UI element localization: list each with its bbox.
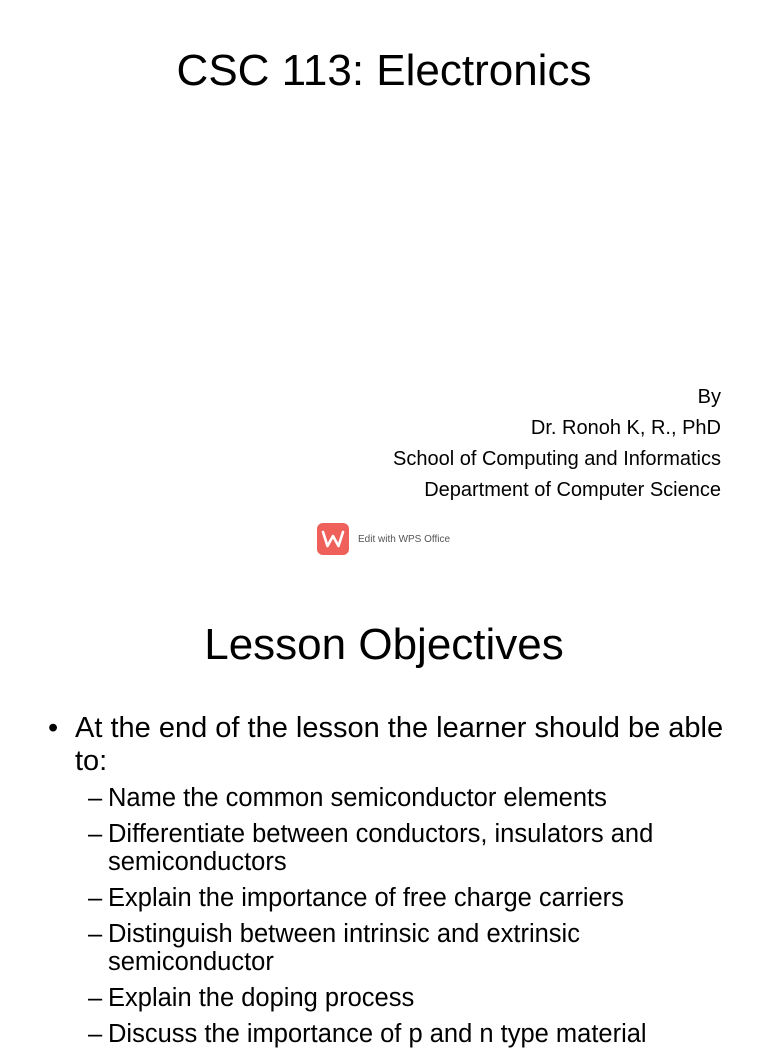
objective-item-text: Discuss the importance of p and n type material — [108, 1020, 647, 1048]
objective-item — [88, 920, 738, 976]
dash-marker: – — [88, 820, 103, 848]
objective-item-text: Explain the importance of free charge carriers — [108, 884, 624, 912]
objective-item — [88, 784, 738, 812]
byline-department: Department of Computer Science — [424, 479, 721, 501]
objectives-list — [48, 712, 738, 1056]
objective-item — [88, 1020, 738, 1048]
main-bullet-text: At the end of the lesson the learner should be able to: — [75, 712, 724, 777]
objective-item-text: Name the common semiconductor elements — [108, 784, 607, 812]
slide-title-heading: CSC 113: Electronics — [176, 46, 592, 95]
objective-item-text: Distinguish between intrinsic and extrinsic semiconductor — [108, 920, 580, 976]
bullet-marker: • — [48, 712, 59, 744]
main-bullet — [48, 712, 738, 778]
wps-watermark[interactable] — [317, 523, 450, 555]
author-byline — [393, 382, 721, 506]
objectives-sublist — [48, 784, 738, 1048]
dash-marker: – — [88, 884, 103, 912]
objective-item — [88, 820, 738, 876]
objective-item-text: Explain the doping process — [108, 984, 415, 1012]
objective-item-text: Differentiate between conductors, insulators and semiconductors — [108, 820, 654, 876]
dash-marker: – — [88, 984, 103, 1012]
byline-by: By — [697, 386, 721, 408]
objective-item — [88, 984, 738, 1012]
lesson-objectives-heading: Lesson Objectives — [204, 620, 564, 669]
wps-office-logo-icon — [317, 523, 349, 555]
byline-school: School of Computing and Informatics — [393, 448, 721, 470]
objective-item — [88, 884, 738, 912]
wps-watermark-text: Edit with WPS Office — [358, 533, 451, 545]
dash-marker: – — [88, 920, 103, 948]
slide-lesson-objectives — [0, 580, 768, 1048]
dash-marker: – — [88, 1020, 103, 1048]
byline-author: Dr. Ronoh K, R., PhD — [530, 417, 721, 439]
dash-marker: – — [88, 784, 103, 812]
